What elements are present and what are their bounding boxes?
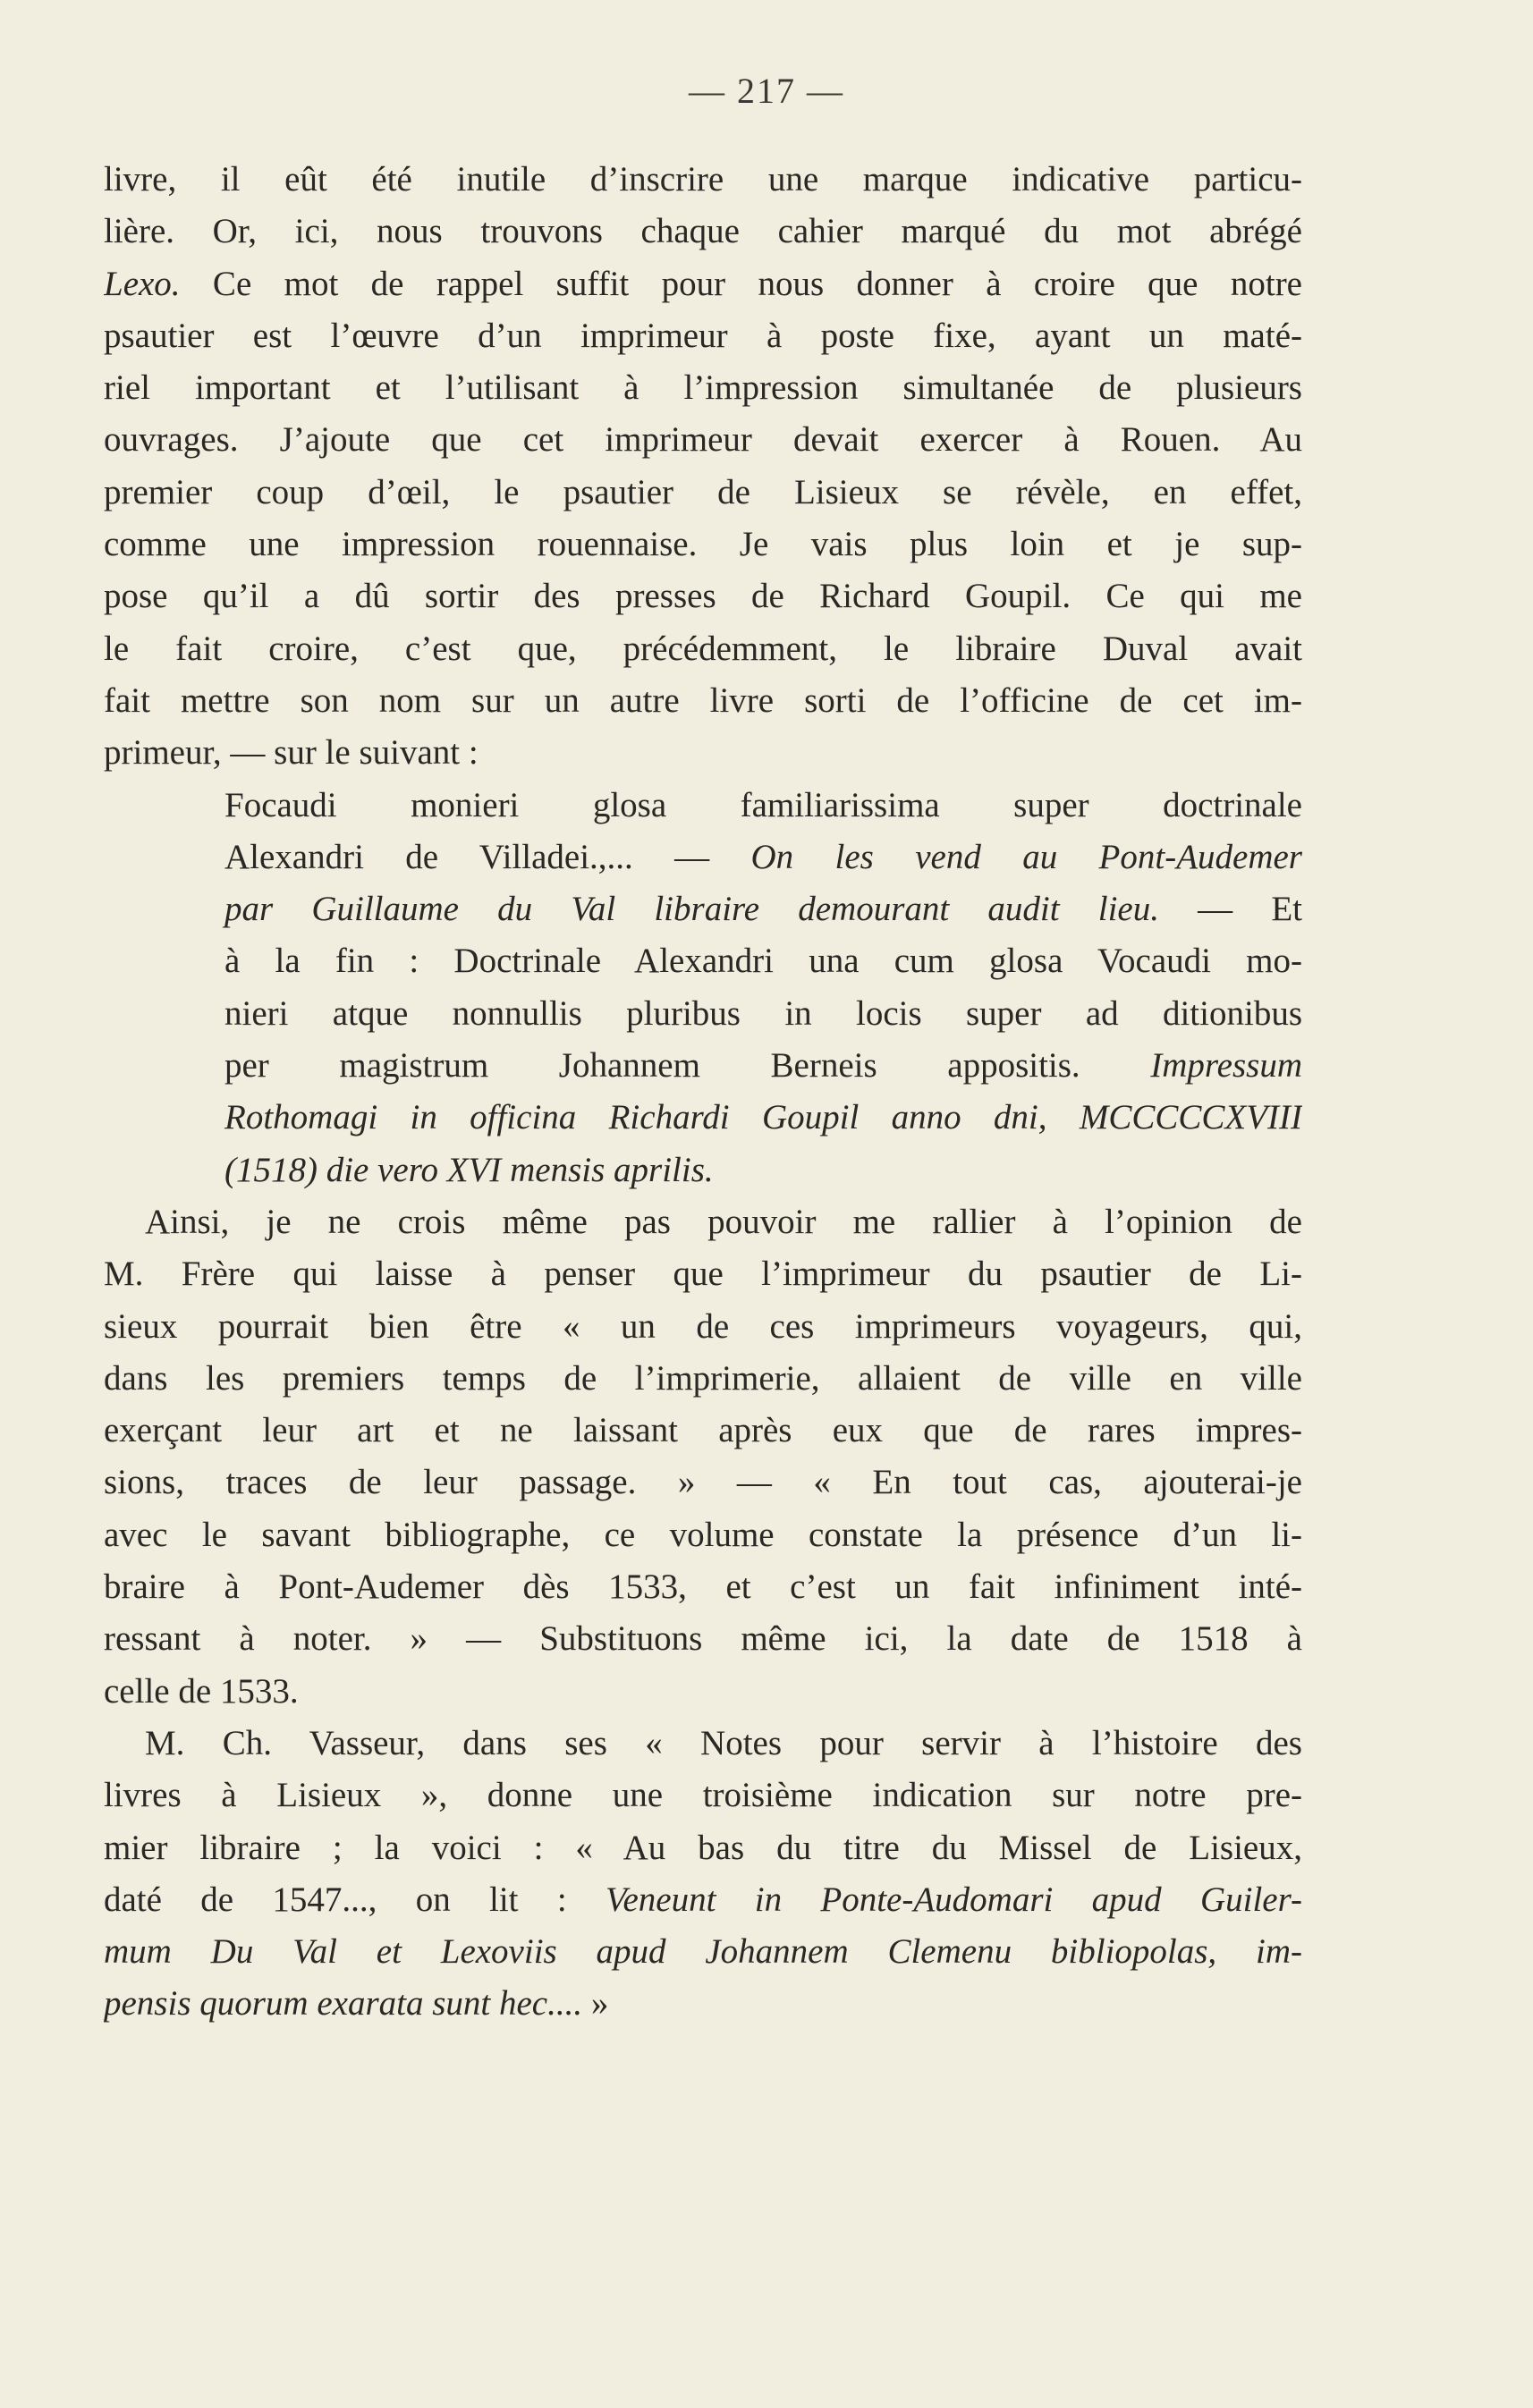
- text-line: riel important et l’utilisant à l’impression simultanée de plusieurs: [104, 368, 1302, 408]
- text-line: dans les premiers temps de l’imprimerie, allaient de ville en ville: [104, 1358, 1302, 1398]
- text-line: celle de 1533.: [104, 1671, 299, 1711]
- text-line: livre, il eût été inutile d’inscrire une marque indicative particu-: [104, 160, 1302, 199]
- text-line: pose qu’il a dû sortir des presses de Richard Goupil. Ce qui me: [104, 577, 1302, 616]
- text-line: ressant à noter. » — Substituons même ici, la date de 1518 à: [104, 1619, 1302, 1659]
- quote-line: par Guillaume du Val libraire demourant audit lieu. — Et: [224, 890, 1302, 929]
- text-line: ouvrages. J’ajoute que cet imprimeur devait exercer à Rouen. Au: [104, 420, 1302, 460]
- text-line: M. Ch. Vasseur, dans ses « Notes pour servir à l’histoire des: [145, 1723, 1302, 1762]
- text-line: mum Du Val et Lexoviis apud Johannem Clemenu bibliopolas, im-: [104, 1932, 1302, 1972]
- text-line: daté de 1547..., on lit : Veneunt in Ponte-Audomari apud Guiler-: [104, 1880, 1302, 1919]
- text-line: psautier est l’œuvre d’un imprimeur à poste fixe, ayant un maté-: [104, 316, 1302, 355]
- quote-line: nieri atque nonnullis pluribus in locis super ad ditionibus: [224, 993, 1302, 1033]
- text-line: premier coup d’œil, le psautier de Lisieux se révèle, en effet,: [104, 472, 1302, 511]
- quote-line: (1518) die vero XVI mensis aprilis.: [224, 1150, 714, 1189]
- text-line: mier libraire ; la voici : « Au bas du titre du Missel de Lisieux,: [104, 1828, 1302, 1867]
- text-line: sions, traces de leur passage. » — « En tout cas, ajouterai-je: [104, 1463, 1302, 1502]
- text-line: avec le savant bibliographe, ce volume constate la présence d’un li-: [104, 1515, 1302, 1554]
- text-line: exerçant leur art et ne laissant après eux que de rares impres-: [104, 1411, 1302, 1450]
- quote-line: per magistrum Johannem Berneis appositis. Impressum: [224, 1046, 1302, 1086]
- page-number: — 217 —: [689, 71, 844, 111]
- text-line: Ainsi, je ne crois même pas pouvoir me rallier à l’opinion de: [145, 1202, 1302, 1241]
- text-line: lière. Or, ici, nous trouvons chaque cahier marqué du mot abrégé: [104, 212, 1302, 251]
- quote-line: Focaudi monieri glosa familiarissima super doctrinale: [224, 785, 1302, 824]
- text-line: braire à Pont-Audemer dès 1533, et c’est un fait infiniment inté-: [104, 1567, 1302, 1607]
- text-line: pensis quorum exarata sunt hec.... »: [104, 1984, 609, 2024]
- text-line: sieux pourrait bien être « un de ces imprimeurs voyageurs, qui,: [104, 1306, 1302, 1346]
- text-line: le fait croire, c’est que, précédemment, le libraire Duval avait: [104, 629, 1302, 668]
- text-line: comme une impression rouennaise. Je vais plus loin et je sup-: [104, 525, 1302, 564]
- quote-line: à la fin : Doctrinale Alexandri una cum glosa Vocaudi mo-: [224, 942, 1302, 981]
- body-text: [104, 154, 1302, 2031]
- text-line: M. Frère qui laisse à penser que l’imprimeur du psautier de Li-: [104, 1255, 1302, 1294]
- text-line: fait mettre son nom sur un autre livre sorti de l’officine de cet im-: [104, 680, 1302, 720]
- quote-line: Alexandri de Villadei.,... — On les vend au Pont-Audemer: [224, 837, 1302, 876]
- text-line: livres à Lisieux », donne une troisième indication sur notre pre-: [104, 1776, 1302, 1815]
- text-line: primeur, — sur le suivant :: [104, 733, 479, 773]
- text-line: Lexo. Ce mot de rappel suffit pour nous donner à croire que notre: [104, 264, 1302, 303]
- quote-line: Rothomagi in officina Richardi Goupil anno dni, MCCCCCXVIII: [224, 1098, 1302, 1137]
